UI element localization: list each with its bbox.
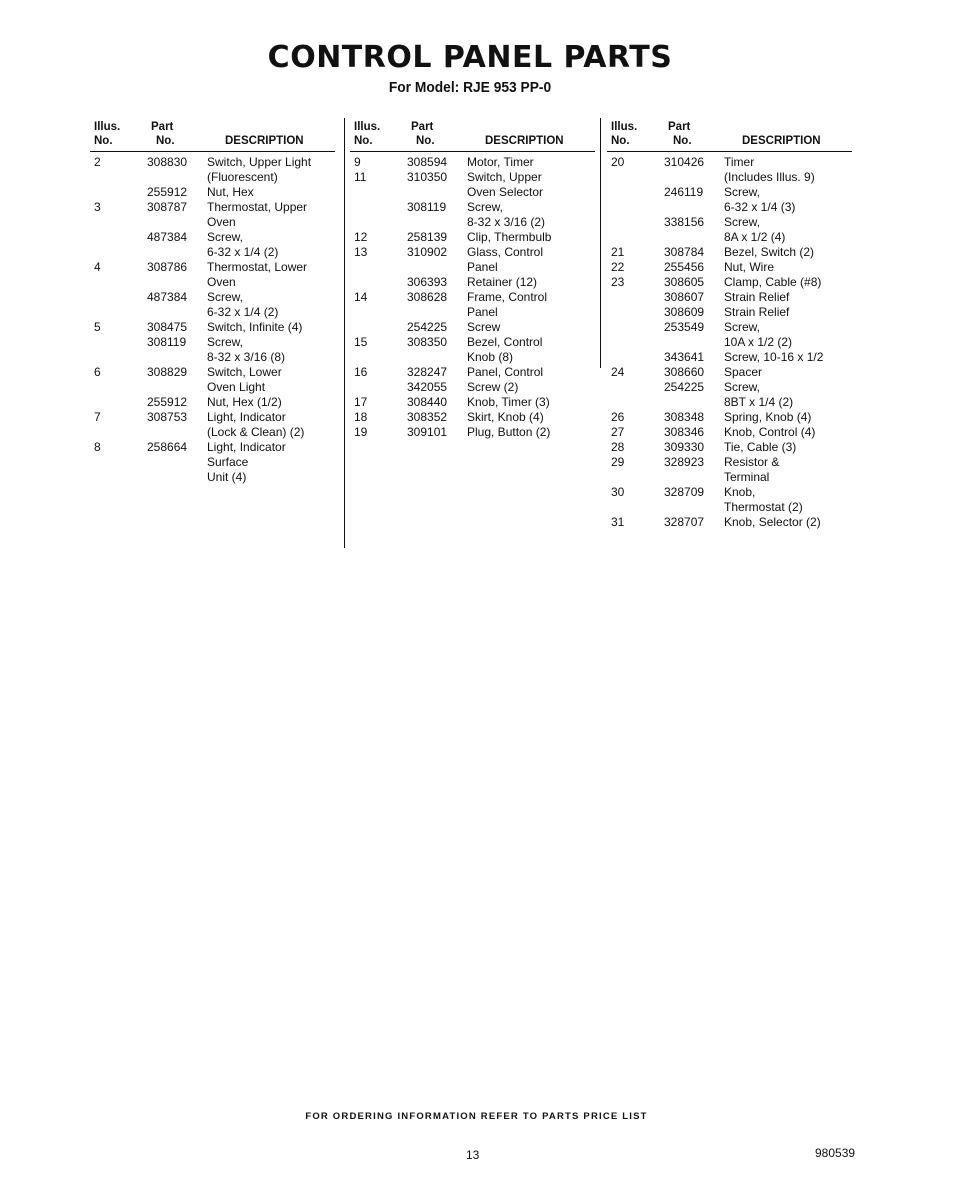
part-description: Thermostat, Upper <box>207 200 308 214</box>
table-row <box>90 170 335 185</box>
illus-header-top: Illus. <box>94 121 121 133</box>
table-row <box>607 260 852 275</box>
illus-number: 4 <box>94 260 101 274</box>
document-number: 980539 <box>815 1146 856 1160</box>
parts-column-3 <box>607 120 852 530</box>
illus-number: 28 <box>611 440 625 454</box>
part-number: 308607 <box>664 290 705 304</box>
illus-number: 24 <box>611 365 625 379</box>
part-number: 310350 <box>407 170 448 184</box>
part-number: 246119 <box>664 185 704 199</box>
table-row <box>607 380 852 395</box>
part-description: Screw, <box>724 185 761 199</box>
part-number: 487384 <box>147 290 188 304</box>
part-number: 328707 <box>664 515 705 529</box>
part-description: Timer <box>724 155 755 169</box>
part-description: Panel <box>467 305 498 319</box>
table-row <box>90 455 335 470</box>
part-description: Screw, 10-16 x 1/2 <box>724 350 824 364</box>
description-header: DESCRIPTION <box>485 135 564 147</box>
table-row <box>90 335 335 350</box>
table-row <box>607 470 852 485</box>
illus-header-bottom: No. <box>94 135 113 147</box>
table-row <box>607 215 852 230</box>
part-description: Surface <box>207 455 249 469</box>
illus-number: 6 <box>94 365 101 379</box>
table-row <box>607 320 852 335</box>
part-description: 6-32 x 1/4 (2) <box>207 245 279 259</box>
part-description: Screw, <box>207 230 244 244</box>
part-description: Screw, <box>207 290 244 304</box>
part-number: 308787 <box>147 200 188 214</box>
table-row <box>90 350 335 365</box>
table-row <box>607 365 852 380</box>
part-description: 8-32 x 3/16 (8) <box>207 350 286 364</box>
description-header: DESCRIPTION <box>225 135 304 147</box>
illus-number: 14 <box>354 290 368 304</box>
part-number: 328709 <box>664 485 705 499</box>
illus-number: 18 <box>354 410 368 424</box>
column-header <box>607 120 852 152</box>
table-row <box>350 425 595 440</box>
part-number: 308475 <box>147 320 188 334</box>
table-row <box>607 515 852 530</box>
table-row <box>350 380 595 395</box>
table-row <box>90 260 335 275</box>
part-description: Spring, Knob (4) <box>724 410 812 424</box>
part-number: 338156 <box>664 215 705 229</box>
part-number: 255912 <box>147 395 188 409</box>
part-description: Skirt, Knob (4) <box>467 410 544 424</box>
part-description: Oven <box>207 215 236 229</box>
part-number: 308348 <box>664 410 705 424</box>
part-description: Screw, <box>724 380 761 394</box>
table-row <box>90 365 335 380</box>
table-row <box>350 290 595 305</box>
column-divider <box>344 118 345 548</box>
part-header-top: Part <box>411 121 434 133</box>
illus-number: 23 <box>611 275 625 289</box>
part-number: 328247 <box>407 365 448 379</box>
column-header <box>350 120 595 152</box>
part-description: Oven Light <box>207 380 266 394</box>
table-row <box>90 215 335 230</box>
table-row <box>607 200 852 215</box>
illus-number: 2 <box>94 155 101 169</box>
part-description: Nut, Hex (1/2) <box>207 395 282 409</box>
table-row <box>90 320 335 335</box>
table-row <box>90 425 335 440</box>
table-row <box>350 260 595 275</box>
part-description: Thermostat, Lower <box>207 260 308 274</box>
table-row <box>607 410 852 425</box>
page-number: 13 <box>466 1148 480 1162</box>
part-header-bottom: No. <box>673 135 692 147</box>
part-description: Spacer <box>724 365 763 379</box>
table-row <box>607 170 852 185</box>
part-description: Retainer (12) <box>467 275 538 289</box>
table-row <box>607 230 852 245</box>
part-description: Screw, <box>207 335 244 349</box>
part-description: Knob, Control (4) <box>724 425 816 439</box>
part-number: 308119 <box>147 335 187 349</box>
part-description: Screw <box>467 320 501 334</box>
illus-number: 26 <box>611 410 625 424</box>
table-row <box>90 185 335 200</box>
part-number: 308628 <box>407 290 448 304</box>
part-description: Motor, Timer <box>467 155 534 169</box>
table-row <box>350 245 595 260</box>
part-number: 310426 <box>664 155 705 169</box>
part-description: Light, Indicator <box>207 410 286 424</box>
illus-number: 3 <box>94 200 101 214</box>
illus-number: 12 <box>354 230 368 244</box>
part-description: Screw, <box>724 320 761 334</box>
illus-number: 22 <box>611 260 625 274</box>
illus-number: 17 <box>354 395 368 409</box>
illus-number: 27 <box>611 425 625 439</box>
part-description: Terminal <box>724 470 770 484</box>
part-header-bottom: No. <box>156 135 175 147</box>
part-description: Switch, Upper <box>467 170 542 184</box>
part-description: Screw, <box>467 200 504 214</box>
part-description: Unit (4) <box>207 470 247 484</box>
table-row <box>90 440 335 455</box>
part-number: 308350 <box>407 335 448 349</box>
part-description: 8BT x 1/4 (2) <box>724 395 794 409</box>
illus-number: 29 <box>611 455 625 469</box>
illus-number: 5 <box>94 320 101 334</box>
part-description: (Lock & Clean) (2) <box>207 425 305 439</box>
part-number: 308605 <box>664 275 705 289</box>
part-description: Resistor & <box>724 455 780 469</box>
part-number: 487384 <box>147 230 188 244</box>
part-number: 308346 <box>664 425 705 439</box>
part-number: 308609 <box>664 305 705 319</box>
part-number: 309330 <box>664 440 705 454</box>
part-header-top: Part <box>151 121 174 133</box>
illus-header-bottom: No. <box>611 135 630 147</box>
table-row <box>90 290 335 305</box>
part-description: Nut, Wire <box>724 260 775 274</box>
illus-number: 7 <box>94 410 101 424</box>
part-number: 308119 <box>407 200 447 214</box>
part-description: Switch, Upper Light <box>207 155 312 169</box>
part-description: Tie, Cable (3) <box>724 440 797 454</box>
part-number: 343641 <box>664 350 705 364</box>
table-row <box>350 410 595 425</box>
part-number: 253549 <box>664 320 705 334</box>
part-description: 6-32 x 1/4 (2) <box>207 305 279 319</box>
table-row <box>350 155 595 170</box>
table-row <box>90 155 335 170</box>
illus-header-bottom: No. <box>354 135 373 147</box>
table-row <box>350 335 595 350</box>
part-number: 342055 <box>407 380 448 394</box>
part-description: Oven Selector <box>467 185 544 199</box>
part-description: Clip, Thermbulb <box>467 230 552 244</box>
table-row <box>607 275 852 290</box>
part-number: 328923 <box>664 455 705 469</box>
part-description: Panel, Control <box>467 365 544 379</box>
part-header-bottom: No. <box>416 135 435 147</box>
table-row <box>350 185 595 200</box>
table-row <box>350 320 595 335</box>
part-description: Frame, Control <box>467 290 548 304</box>
illus-number: 20 <box>611 155 625 169</box>
table-row <box>350 170 595 185</box>
part-description: Plug, Button (2) <box>467 425 551 439</box>
part-description: Screw (2) <box>467 380 519 394</box>
part-description: Strain Relief <box>724 290 790 304</box>
table-row <box>90 275 335 290</box>
illus-number: 8 <box>94 440 101 454</box>
parts-column-1 <box>90 120 335 485</box>
table-row <box>607 245 852 260</box>
part-description: Nut, Hex <box>207 185 254 199</box>
illus-number: 30 <box>611 485 625 499</box>
model-subtitle: For Model: RJE 953 PP-0 <box>388 80 552 96</box>
table-row <box>90 470 335 485</box>
table-row <box>90 200 335 215</box>
table-row <box>90 245 335 260</box>
table-row <box>607 455 852 470</box>
part-number: 254225 <box>407 320 448 334</box>
table-row <box>350 395 595 410</box>
table-row <box>607 290 852 305</box>
part-description: 10A x 1/2 (2) <box>724 335 793 349</box>
part-number: 308784 <box>664 245 705 259</box>
part-number: 258139 <box>407 230 448 244</box>
illus-number: 15 <box>354 335 368 349</box>
part-number: 255912 <box>147 185 188 199</box>
table-row <box>90 410 335 425</box>
table-row <box>350 350 595 365</box>
table-row <box>607 425 852 440</box>
table-row <box>90 395 335 410</box>
part-number: 308594 <box>407 155 448 169</box>
part-description: Oven <box>207 275 236 289</box>
table-row <box>607 395 852 410</box>
part-number: 308753 <box>147 410 188 424</box>
table-row <box>607 350 852 365</box>
column-divider <box>600 118 601 368</box>
part-description: Switch, Lower <box>207 365 282 379</box>
column-header <box>90 120 335 152</box>
table-row <box>90 380 335 395</box>
part-description: Light, Indicator <box>207 440 286 454</box>
part-number: 308352 <box>407 410 448 424</box>
table-row <box>607 485 852 500</box>
table-row <box>350 230 595 245</box>
table-row <box>90 305 335 320</box>
illus-number: 16 <box>354 365 368 379</box>
table-row <box>350 305 595 320</box>
part-description: Thermostat (2) <box>724 500 803 514</box>
part-number: 310902 <box>407 245 448 259</box>
part-description: (Fluorescent) <box>207 170 278 184</box>
illus-header-top: Illus. <box>611 121 638 133</box>
table-row <box>90 230 335 245</box>
illus-number: 19 <box>354 425 368 439</box>
page-title: CONTROL PANEL PARTS <box>267 40 673 75</box>
illus-number: 31 <box>611 515 625 529</box>
table-row <box>350 215 595 230</box>
part-number: 255456 <box>664 260 705 274</box>
part-number: 309101 <box>407 425 448 439</box>
illus-header-top: Illus. <box>354 121 381 133</box>
illus-number: 11 <box>354 170 367 184</box>
part-header-top: Part <box>668 121 691 133</box>
ordering-note: FOR ORDERING INFORMATION REFER TO PARTS PRICE LIST <box>305 1111 648 1122</box>
part-description: Screw, <box>724 215 761 229</box>
part-description: (Includes Illus. 9) <box>724 170 815 184</box>
part-description: Clamp, Cable (#8) <box>724 275 822 289</box>
part-description: Bezel, Switch (2) <box>724 245 815 259</box>
part-description: 8A x 1/2 (4) <box>724 230 786 244</box>
table-row <box>607 185 852 200</box>
part-number: 306393 <box>407 275 448 289</box>
part-number: 258664 <box>147 440 188 454</box>
part-description: Strain Relief <box>724 305 790 319</box>
parts-column-2 <box>350 120 595 440</box>
part-description: Knob (8) <box>467 350 514 364</box>
table-row <box>607 335 852 350</box>
part-number: 308830 <box>147 155 188 169</box>
part-description: Switch, Infinite (4) <box>207 320 303 334</box>
illus-number: 13 <box>354 245 368 259</box>
table-row <box>350 365 595 380</box>
illus-number: 9 <box>354 155 361 169</box>
table-row <box>607 500 852 515</box>
part-description: 6-32 x 1/4 (3) <box>724 200 796 214</box>
part-description: Knob, Selector (2) <box>724 515 821 529</box>
description-header: DESCRIPTION <box>742 135 821 147</box>
part-description: 8-32 x 3/16 (2) <box>467 215 546 229</box>
table-row <box>350 200 595 215</box>
part-description: Bezel, Control <box>467 335 543 349</box>
table-row <box>350 275 595 290</box>
table-row <box>607 440 852 455</box>
part-number: 308440 <box>407 395 448 409</box>
illus-number: 21 <box>611 245 625 259</box>
part-number: 308786 <box>147 260 188 274</box>
part-number: 254225 <box>664 380 705 394</box>
part-number: 308829 <box>147 365 188 379</box>
part-description: Glass, Control <box>467 245 544 259</box>
part-description: Panel <box>467 260 498 274</box>
part-description: Knob, Timer (3) <box>467 395 550 409</box>
table-row <box>607 155 852 170</box>
part-number: 308660 <box>664 365 705 379</box>
part-description: Knob, <box>724 485 756 499</box>
table-row <box>607 305 852 320</box>
